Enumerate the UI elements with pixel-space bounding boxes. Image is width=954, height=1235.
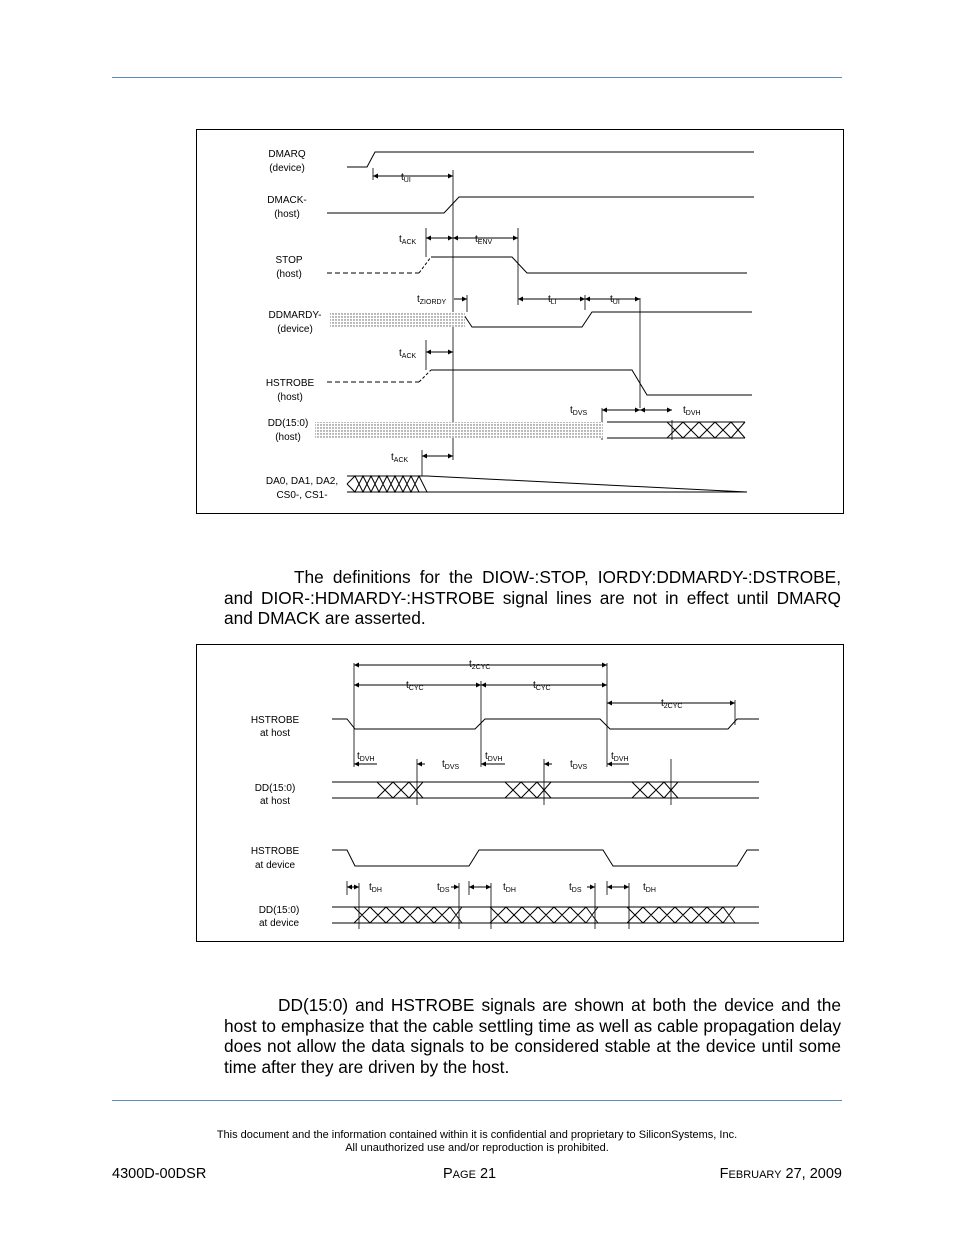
label-dd-device: DD(15:0): [258, 905, 300, 916]
timing-t-dvs-2: $t_{DVS}$: [570, 759, 588, 771]
timing-diagram-1: [196, 129, 844, 514]
timing-t-cyc-1: $t_{CYC}$: [406, 680, 424, 692]
timing-t-dh-3: $t_{DH}$: [643, 882, 656, 894]
label-ddmardy-sub: (device): [277, 324, 313, 335]
label-dmarq: DMARQ: [268, 149, 306, 160]
dd-host-unknown-region: [315, 422, 603, 438]
timing-t-cyc-2: $t_{CYC}$: [533, 680, 551, 692]
confidentiality-notice: [112, 1129, 842, 1155]
confidentiality-line-1: This document and the information contained within it is confidential and proprietary to SiliconSystems, Inc.: [216, 1129, 738, 1141]
timing-t-li: $t_{LI}$: [548, 294, 557, 306]
label-dd-host: DD(15:0): [254, 783, 296, 794]
timing-t-2cyc-2: $t_{2CYC}$: [661, 698, 683, 710]
label-hstrobe-device: HSTROBE: [250, 846, 300, 857]
timing-t-ui-2: $t_{UI}$: [610, 294, 620, 306]
label-da: DA0, DA1, DA2,: [265, 476, 339, 487]
footer-date-first: F: [719, 1166, 729, 1182]
timing-t-ack-2: $t_{ACK}$: [399, 348, 417, 360]
footer-page-rest: AGE: [452, 1169, 476, 1181]
timing-diagram-1-svg: [197, 130, 845, 515]
footer-doc-number: 4300D-00DSR: [112, 1166, 207, 1182]
timing-t-dvh: $t_{DVH}$: [683, 405, 701, 417]
label-hstrobe: HSTROBE: [265, 378, 315, 389]
confidentiality-line-2: All unauthorized use and/or reproduction is prohibited.: [345, 1142, 609, 1154]
footer-page-number: 21: [479, 1166, 497, 1182]
label-hstrobe-host-sub: at host: [259, 728, 291, 739]
label-dmarq-sub: (device): [269, 163, 305, 174]
timing-t-2cyc-1: $t_{2CYC}$: [469, 659, 491, 671]
timing-t-dvh-2: $t_{DVH}$: [485, 751, 503, 763]
timing-diagram-2: [196, 644, 844, 942]
timing-t-dvh-1: $t_{DVH}$: [357, 751, 375, 763]
timing-t-dvh-3: $t_{DVH}$: [611, 751, 629, 763]
footer-date-tail: 27, 2009: [785, 1166, 842, 1182]
label-dd-sub: (host): [275, 432, 301, 443]
label-stop: STOP: [275, 255, 303, 266]
timing-t-ack-3: $t_{ACK}$: [391, 452, 409, 464]
timing-t-ds-2: $t_{DS}$: [569, 882, 582, 894]
label-dd-host-sub: at host: [259, 796, 291, 807]
label-stop-sub: (host): [276, 269, 302, 280]
label-dd-device-sub: at device: [258, 918, 300, 929]
label-dd: DD(15:0): [267, 418, 309, 429]
header-rule: [112, 77, 842, 78]
label-dmack-sub: (host): [274, 209, 300, 220]
timing-t-env: $t_{ENV}$: [475, 234, 493, 246]
paragraph-cable-settling: DD(15:0) and HSTROBE signals are shown at both the device and the host to emphasize that the cable settling time as well as cable propagation delay does not allow the data signals to be considered stable at the device until some time after they are driven by the host.: [224, 995, 841, 1077]
timing-t-dh-1: $t_{DH}$: [369, 882, 382, 894]
timing-t-ui-1: $t_{UI}$: [401, 172, 411, 184]
footer-page-first: P: [443, 1166, 453, 1182]
timing-t-ziordy: $t_{ZIORDY}$: [417, 294, 447, 306]
label-ddmardy: DDMARDY-: [268, 310, 322, 321]
label-hstrobe-host: HSTROBE: [250, 715, 300, 726]
label-hstrobe-sub: (host): [277, 392, 303, 403]
footer-rule: [112, 1100, 842, 1101]
label-da-sub: CS0-, CS1-: [276, 490, 328, 501]
footer-page: [443, 1166, 496, 1182]
label-dmack: DMACK-: [267, 195, 307, 206]
timing-t-ack-1: $t_{ACK}$: [399, 234, 417, 246]
footer-date-rest: EBRUARY: [728, 1169, 782, 1181]
footer-date: [720, 1166, 842, 1182]
timing-t-dvs-1: $t_{DVS}$: [442, 759, 460, 771]
ddmardy-unknown-region: [330, 312, 465, 327]
timing-t-dvs: $t_{DVS}$: [570, 405, 588, 417]
timing-t-ds-1: $t_{DS}$: [437, 882, 450, 894]
timing-t-dh-2: $t_{DH}$: [503, 882, 516, 894]
paragraph-signal-definitions: The definitions for the DIOW-:STOP, IORDY:DDMARDY-:DSTROBE, and DIOR-:HDMARDY-:HSTROBE signal lines are not in effect until DMARQ and DMACK are asserted.: [224, 567, 841, 628]
timing-diagram-2-svg: [197, 645, 845, 943]
label-hstrobe-device-sub: at device: [254, 860, 296, 871]
